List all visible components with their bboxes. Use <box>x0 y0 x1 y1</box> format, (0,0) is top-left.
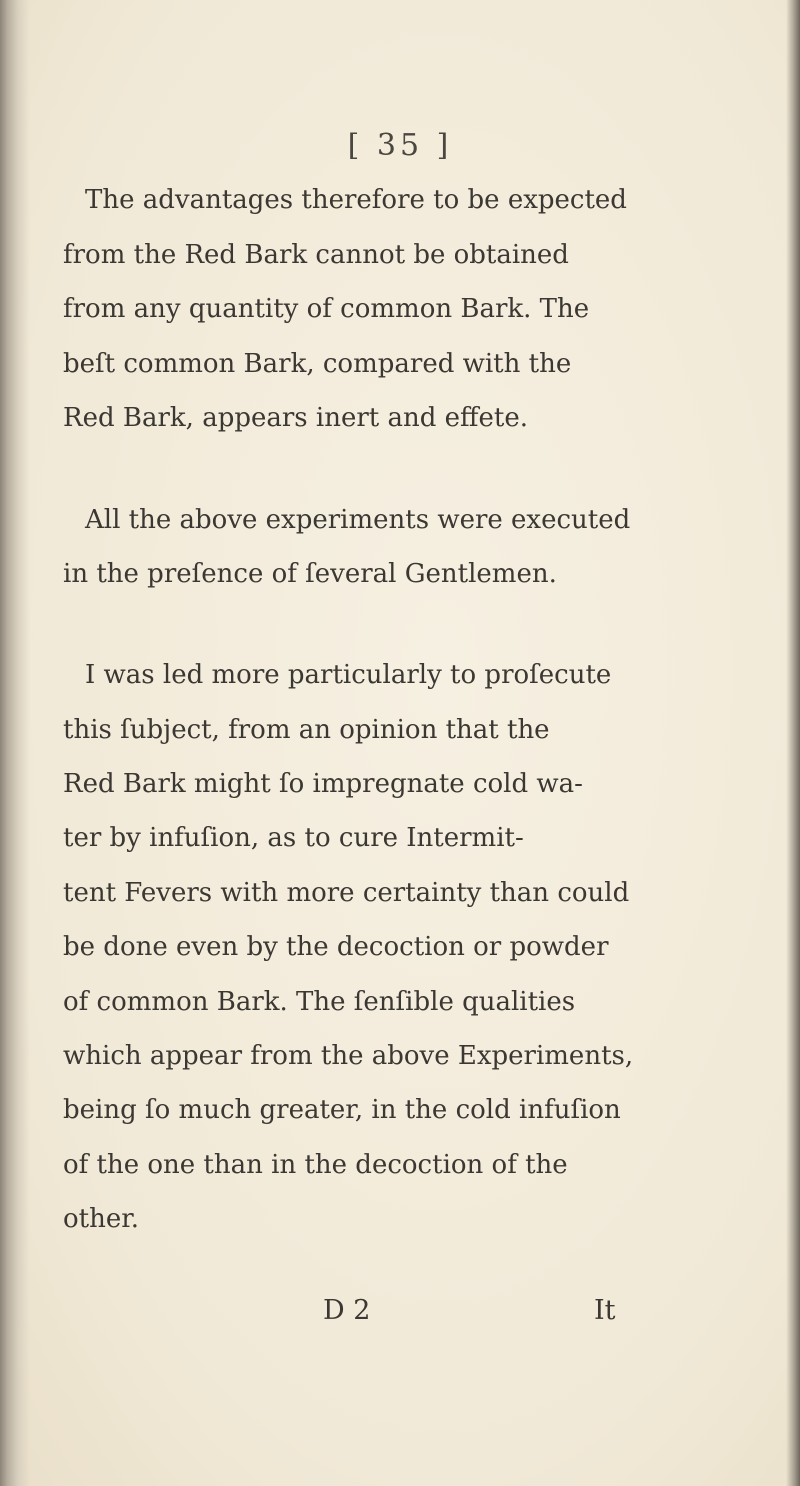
text-line: other. <box>63 1204 140 1234</box>
text-line: of the one than in the decoction of the <box>63 1150 568 1180</box>
text-line: Red Bark, appears inert and effete. <box>63 403 528 433</box>
text-line: I was led more particularly to proſecute <box>85 660 612 690</box>
text-line: from the Red Bark cannot be obtained <box>63 240 569 270</box>
text-line: All the above experiments were executed <box>85 505 631 535</box>
text-line: this ſubject, from an opinion that the <box>63 715 550 745</box>
text-line: from any quantity of common Bark. The <box>63 294 590 324</box>
text-line: in the preſence of ſeveral Gentlemen. <box>63 559 557 589</box>
signature-mark: D 2 <box>323 1295 371 1326</box>
text-line: ter by infuſion, as to cure Intermit- <box>63 823 524 853</box>
text-line: beſt common Bark, compared with the <box>63 349 572 379</box>
text-line: being ſo much greater, in the cold infuſion <box>63 1095 621 1125</box>
catchword: It <box>594 1295 616 1326</box>
text-line: Red Bark might ſo impregnate cold wa- <box>63 769 583 799</box>
text-line: be done even by the decoction or powder <box>63 932 609 962</box>
text-line: which appear from the above Experiments, <box>63 1041 634 1071</box>
page-edge-shadow <box>786 0 800 1486</box>
text-line: of common Bark. The ſenſible qualities <box>63 987 576 1017</box>
text-line: The advantages therefore to be expected <box>85 185 627 215</box>
page-number: [ 35 ] <box>347 128 453 163</box>
text-line: tent Fevers with more certainty than could <box>63 878 630 908</box>
page-binding-shadow <box>0 0 30 1486</box>
